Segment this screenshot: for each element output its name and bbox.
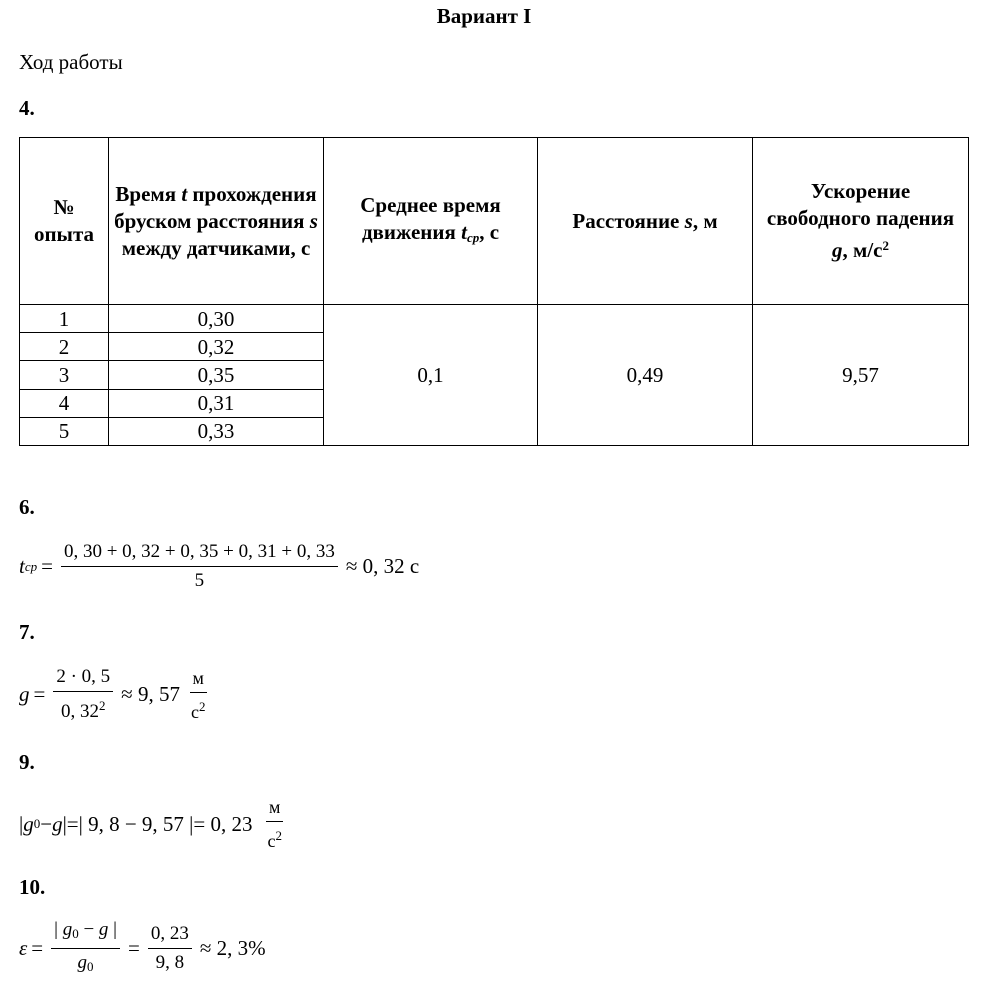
step-10-label: 10. (19, 875, 46, 899)
formula-absolute-error: | g 0 − g |=| 9, 8 − 9, 57 |= 0, 23 $\frac{м}{с^2}$ (19, 795, 289, 853)
page-title: Вариант I (436, 4, 532, 28)
table-row (20, 305, 969, 333)
fraction-numerator: 2 · 0, 5 (53, 665, 113, 692)
fraction: $\frac{| g_0 - g |}{g_0}$ (51, 918, 120, 979)
cell-time: 0,33 (109, 417, 324, 445)
cell-time: 0,30 (109, 305, 324, 333)
fraction: $\frac{0, 23}{9, 8}$ (148, 922, 192, 975)
header-acceleration: Ускорение свободного падения g, $м/с^2$ (753, 138, 969, 305)
cell-time: 0,32 (109, 333, 324, 361)
formula-result: ≈ 0, 32 с (345, 554, 420, 578)
header-time: Время t прохождения бруском расстояния s между датчиками, с (109, 138, 324, 305)
table-header-row (20, 138, 969, 305)
formula-lhs: t (19, 554, 25, 578)
fraction-denominator: 0, $32^2$ (61, 698, 106, 722)
header-experiment-number: № опыта (20, 138, 109, 305)
formula-average-time (19, 540, 423, 593)
equals-sign: = (41, 554, 53, 578)
fraction (61, 540, 338, 593)
formula-lhs: ε (19, 936, 28, 960)
header-average-time: Среднее время движения $t_{ср}$, с (324, 138, 538, 305)
cell-time: 0,35 (109, 361, 324, 389)
results-table (19, 137, 969, 446)
formula-lhs-sub: ср (24, 558, 38, 574)
formula-result: ≈ 2, 3% (199, 936, 266, 960)
step-4-label: 4. (19, 96, 35, 120)
formula-result: ≈ 9, 57 (121, 682, 180, 706)
step-9-label: 9. (19, 750, 35, 774)
cell-time: 0,31 (109, 389, 324, 417)
cell-number: 2 (20, 333, 109, 361)
cell-average-time: 0,1 (324, 305, 538, 446)
unit-fraction: $\frac{м}{с^2}$ (267, 797, 282, 851)
equals-sign: = (33, 682, 46, 706)
cell-number: 4 (20, 389, 109, 417)
section-subtitle: Ход работы (19, 50, 123, 74)
step-7-label: 7. (19, 620, 35, 644)
fraction (53, 665, 113, 724)
fraction-numerator: 0, 30 + 0, 32 + 0, 35 + 0, 31 + 0, 33 (61, 540, 338, 567)
formula-lhs: g (19, 682, 30, 706)
unit-fraction: $\frac{м}{с^2}$ (190, 667, 206, 722)
cell-acceleration: 9,57 (753, 305, 969, 446)
formula-relative-error: ε = $\frac{| g_0 - g |}{g_0}$ = $\frac{0, 23}{9, 8}$ ≈ 2, 3% (19, 918, 270, 979)
step-6-label: 6. (19, 495, 35, 519)
cell-number: 1 (20, 305, 109, 333)
cell-number: 5 (20, 417, 109, 445)
header-distance: Расстояние s, м (538, 138, 753, 305)
fraction-denominator: 5 (194, 570, 205, 591)
cell-number: 3 (20, 361, 109, 389)
formula-acceleration (19, 665, 212, 724)
cell-distance: 0,49 (538, 305, 753, 446)
